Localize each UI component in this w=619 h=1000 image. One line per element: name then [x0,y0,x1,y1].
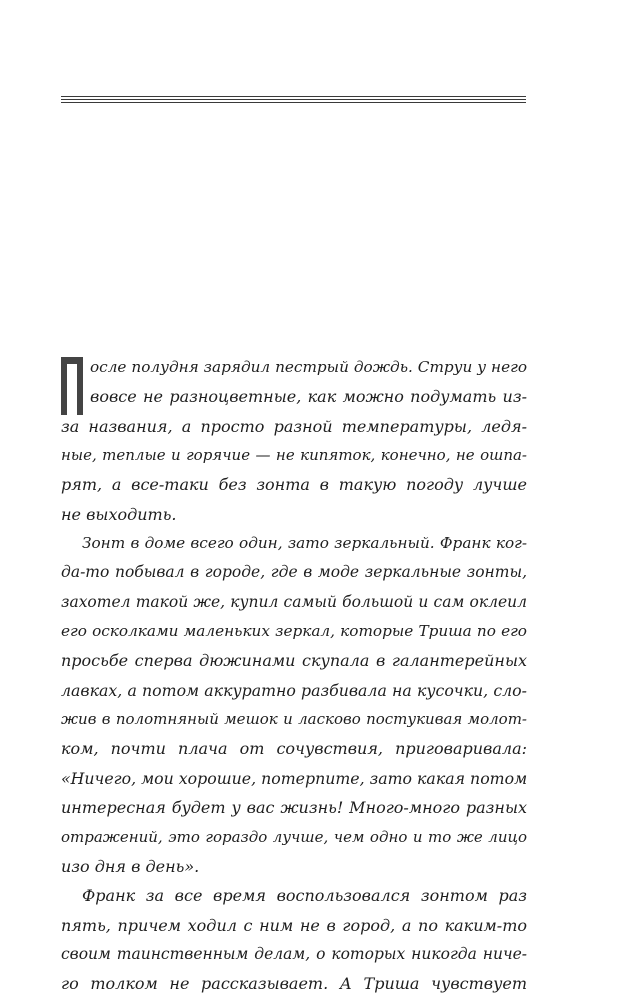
text-line: осле полудня зарядил пестрый дождь. Струи у него [90,358,527,376]
text-line: за названия, а просто разной температуры, ледя- [61,416,527,436]
text-line: «Ничего, мои хорошие, потерпите, зато какая потом [61,768,528,788]
text-line: отражений, это гораздо лучше, чем одно и то же лицо [61,827,527,846]
text-line: его осколками маленьких зеркал, которые Триша по его [61,622,527,641]
header-rule-middle [61,99,526,100]
text-line: захотел такой же, купил самый большой и сам оклеил [61,592,527,611]
text-line: пять, причем ходил с ним не в город, а по каким-то [61,915,527,935]
header-rule-top [61,96,526,97]
text-line: Зонт в доме всего один, зато зеркальный. Франк ког- [82,534,527,553]
text-line: интересная будет у вас жизнь! Много-много разных [61,798,527,818]
text-line: своим таинственным делам, о которых никогда ниче- [61,944,527,963]
drop-cap-counter [67,364,77,415]
text-line: лавках, а потом аккуратно разбивала на кусочки, сло- [61,680,527,700]
text-line: ные, теплые и горячие — не кипяток, конечно, не ошпа- [61,446,527,465]
drop-cap [61,357,83,415]
text-line: рят, а все-таки без зонта в такую погоду лучше [61,475,527,495]
text-line: Франк за все время воспользовался зонтом раз [82,886,527,906]
body-text [61,353,527,999]
text-line: жив в полотняный мешок и ласково постукивая молот- [61,710,527,729]
text-line: просьбе сперва дюжинами скупала в галантерейных [61,651,527,671]
text-line: го толком не рассказывает. А Триша чувствует [61,974,527,994]
text-line: изо дня в день». [61,856,200,876]
text-line: ком, почти плача от сочувствия, приговаривала: [61,739,527,759]
text-line: да-то побывал в городе, где в моде зеркальные зонты, [61,563,527,582]
text-line: не выходить. [61,504,177,524]
text-line: вовсе не разноцветные, как можно подумать из- [90,387,527,407]
header-rule-bottom [61,102,526,103]
